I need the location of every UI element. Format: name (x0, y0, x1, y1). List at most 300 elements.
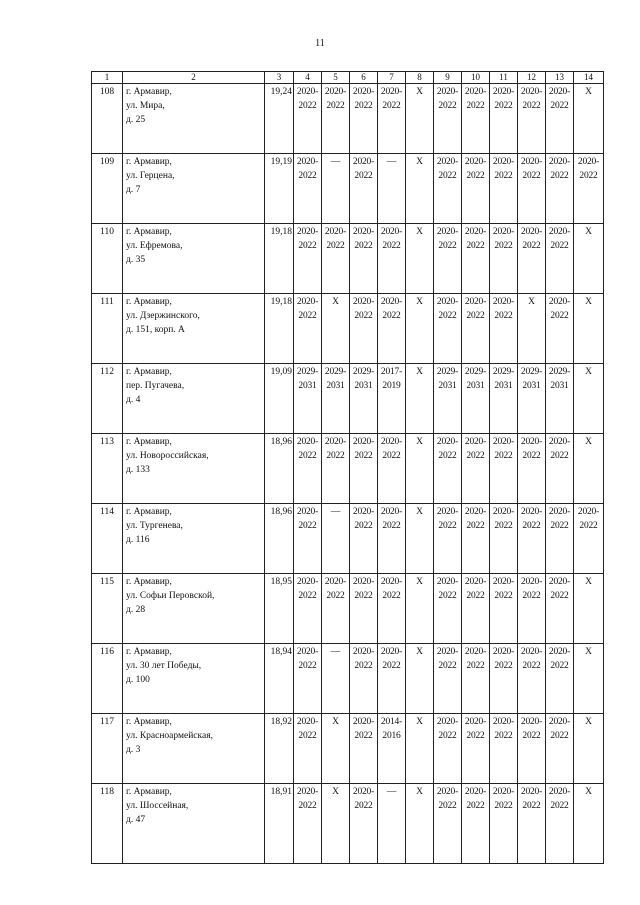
period-text: 2022 (579, 171, 598, 181)
period-cell (490, 154, 518, 224)
row-number: 115 (92, 574, 123, 644)
address-line: д. 100 (126, 675, 150, 685)
period-text: 2022 (298, 521, 317, 531)
period-text: 2020- (577, 507, 600, 517)
period-text: 2020- (492, 507, 515, 517)
period-cell (574, 434, 604, 504)
period-text: 2022 (550, 241, 569, 251)
period-text: 2020- (492, 647, 515, 657)
period-cell (546, 644, 574, 714)
period-cell (434, 644, 462, 714)
period-cell (294, 364, 322, 434)
period-cell (546, 434, 574, 504)
period-cell (574, 154, 604, 224)
period-cell (350, 714, 378, 784)
period-text: 2022 (579, 521, 598, 531)
period-text: 2022 (354, 801, 373, 811)
period-text: — (330, 647, 341, 657)
period-text: 2020- (296, 577, 319, 587)
period-text: 2022 (382, 101, 401, 111)
period-text: 2029- (296, 367, 319, 377)
period-cell (574, 504, 604, 574)
period-text: 2020- (380, 87, 403, 97)
period-text: 2020- (380, 437, 403, 447)
area-cell: 19,24 (265, 84, 294, 154)
period-text: 2019 (382, 381, 401, 391)
period-text: X (585, 717, 592, 727)
period-text: 2022 (354, 731, 373, 741)
period-cell (350, 224, 378, 294)
period-cell (574, 574, 604, 644)
period-text: 2020- (520, 787, 543, 797)
period-cell (462, 434, 490, 504)
address-line: г. Армавир, (126, 577, 172, 587)
address-line: д. 47 (126, 815, 146, 825)
period-text: X (416, 717, 423, 727)
period-text: X (585, 647, 592, 657)
period-text: 2020- (296, 227, 319, 237)
period-text: 2020- (464, 507, 487, 517)
address-line: д. 28 (126, 605, 146, 615)
address-line: ул. Красноармейская, (126, 731, 213, 741)
address-line: ул. Новороссийская, (126, 451, 209, 461)
period-cell (350, 644, 378, 714)
period-text: X (416, 87, 423, 97)
period-text: X (585, 787, 592, 797)
period-text: 2022 (550, 171, 569, 181)
period-cell (378, 784, 406, 864)
area-cell: 18,95 (265, 574, 294, 644)
period-text: 2020- (352, 577, 375, 587)
address-line: д. 35 (126, 255, 146, 265)
period-cell (546, 154, 574, 224)
period-text: 2020- (436, 717, 459, 727)
period-text: 2022 (438, 451, 457, 461)
period-text: 2020- (352, 227, 375, 237)
period-cell (546, 504, 574, 574)
period-cell (294, 154, 322, 224)
period-text: 2022 (466, 241, 485, 251)
period-text: 2020- (548, 437, 571, 447)
column-header: 5 (322, 72, 350, 84)
period-cell (490, 294, 518, 364)
period-text: 2020- (464, 647, 487, 657)
period-cell (378, 504, 406, 574)
period-text: 2020- (352, 647, 375, 657)
period-cell (462, 364, 490, 434)
period-cell (490, 224, 518, 294)
period-cell (546, 84, 574, 154)
address-line: г. Армавир, (126, 437, 172, 447)
period-text: 2022 (298, 731, 317, 741)
period-text: 2020- (492, 297, 515, 307)
period-cell (518, 84, 546, 154)
table-header-row (92, 72, 604, 84)
period-cell (350, 84, 378, 154)
period-text: 2022 (354, 591, 373, 601)
period-text: 2020- (492, 227, 515, 237)
address-line: ул. Дзержинского, (126, 311, 200, 321)
period-text: 2020- (380, 297, 403, 307)
period-text: 2020- (464, 787, 487, 797)
address-line: г. Армавир, (126, 87, 172, 97)
period-text: 2022 (438, 101, 457, 111)
period-text: X (416, 507, 423, 517)
period-text: — (386, 787, 397, 797)
period-text: 2029- (520, 367, 543, 377)
period-text: — (330, 507, 341, 517)
period-cell (434, 294, 462, 364)
period-text: 2022 (438, 661, 457, 671)
period-text: 2020- (520, 157, 543, 167)
period-cell (406, 154, 434, 224)
period-text: 2022 (382, 661, 401, 671)
period-cell (406, 224, 434, 294)
period-text: 2020- (464, 577, 487, 587)
row-number: 112 (92, 364, 123, 434)
address-cell (123, 574, 265, 644)
period-cell (322, 154, 350, 224)
address-cell (123, 224, 265, 294)
period-text: 2020- (520, 227, 543, 237)
period-cell (490, 574, 518, 644)
period-text: 2031 (438, 381, 457, 391)
column-header: 7 (378, 72, 406, 84)
address-cell (123, 644, 265, 714)
period-text: 2022 (522, 661, 541, 671)
period-cell (322, 294, 350, 364)
period-text: 2020- (296, 297, 319, 307)
period-text: 2020- (380, 647, 403, 657)
period-cell (490, 434, 518, 504)
period-text: 2022 (354, 521, 373, 531)
period-cell (434, 364, 462, 434)
period-cell (294, 224, 322, 294)
period-cell (350, 434, 378, 504)
period-text: 2022 (550, 661, 569, 671)
period-text: 2020- (324, 437, 347, 447)
period-text: 2022 (494, 521, 513, 531)
period-cell (462, 644, 490, 714)
address-line: г. Армавир, (126, 157, 172, 167)
period-text: 2020- (492, 787, 515, 797)
column-header: 1 (92, 72, 123, 84)
period-text: 2020- (492, 437, 515, 447)
period-text: 2020- (436, 647, 459, 657)
period-text: 2022 (298, 311, 317, 321)
period-cell (322, 84, 350, 154)
period-text: 2017- (380, 367, 403, 377)
period-text: 2020- (548, 717, 571, 727)
period-text: 2022 (522, 591, 541, 601)
period-cell (406, 504, 434, 574)
table-row (92, 784, 604, 864)
period-text: 2020- (352, 87, 375, 97)
row-number: 114 (92, 504, 123, 574)
period-text: 2031 (466, 381, 485, 391)
period-text: 2020- (577, 157, 600, 167)
period-text: 2022 (382, 591, 401, 601)
period-text: 2031 (522, 381, 541, 391)
period-text: 2020- (352, 507, 375, 517)
period-cell (378, 84, 406, 154)
row-number: 118 (92, 784, 123, 864)
period-text: 2020- (464, 227, 487, 237)
period-text: 2022 (550, 311, 569, 321)
period-cell (434, 434, 462, 504)
period-cell (518, 364, 546, 434)
column-header: 2 (123, 72, 265, 84)
period-cell (434, 504, 462, 574)
period-text: 2020- (520, 717, 543, 727)
period-cell (406, 294, 434, 364)
period-text: 2020- (520, 437, 543, 447)
period-text: 2020- (436, 157, 459, 167)
period-cell (462, 504, 490, 574)
period-text: 2022 (326, 101, 345, 111)
period-text: 2016 (382, 731, 401, 741)
period-text: 2022 (354, 661, 373, 671)
address-cell (123, 294, 265, 364)
period-text: 2031 (354, 381, 373, 391)
period-text: X (332, 787, 339, 797)
period-cell (574, 294, 604, 364)
address-cell (123, 364, 265, 434)
period-text: 2020- (520, 87, 543, 97)
period-cell (490, 504, 518, 574)
period-text: X (585, 297, 592, 307)
column-header: 10 (462, 72, 490, 84)
address-line: ул. 30 лет Победы, (126, 661, 202, 671)
table-row (92, 224, 604, 294)
period-text: X (416, 647, 423, 657)
period-text: 2022 (522, 241, 541, 251)
address-line: г. Армавир, (126, 507, 172, 517)
period-cell (490, 364, 518, 434)
period-text: 2022 (326, 241, 345, 251)
period-cell (350, 154, 378, 224)
period-text: 2022 (494, 171, 513, 181)
period-text: 2022 (522, 731, 541, 741)
period-cell (378, 154, 406, 224)
period-text: 2020- (380, 507, 403, 517)
period-cell (378, 644, 406, 714)
period-cell (462, 574, 490, 644)
period-text: 2020- (492, 717, 515, 727)
period-text: — (386, 157, 397, 167)
period-text: 2020- (464, 297, 487, 307)
period-cell (322, 714, 350, 784)
area-cell: 19,09 (265, 364, 294, 434)
period-text: 2020- (464, 87, 487, 97)
period-text: 2020- (492, 87, 515, 97)
period-text: 2020- (296, 157, 319, 167)
period-cell (378, 224, 406, 294)
period-text: 2022 (298, 451, 317, 461)
period-cell (490, 714, 518, 784)
period-text: 2022 (466, 451, 485, 461)
period-text: 2022 (466, 731, 485, 741)
period-text: 2020- (296, 437, 319, 447)
column-header: 14 (574, 72, 604, 84)
period-text: 2020- (492, 157, 515, 167)
address-line: д. 133 (126, 465, 150, 475)
address-cell (123, 504, 265, 574)
period-text: 2022 (550, 801, 569, 811)
address-cell (123, 784, 265, 864)
period-text: 2020- (296, 717, 319, 727)
period-text: 2022 (494, 591, 513, 601)
period-text: 2031 (494, 381, 513, 391)
period-cell (462, 784, 490, 864)
period-text: X (332, 717, 339, 727)
address-cell (123, 84, 265, 154)
period-text: 2020- (520, 647, 543, 657)
table-row (92, 364, 604, 434)
period-text: 2022 (550, 521, 569, 531)
period-text: X (416, 367, 423, 377)
period-text: 2022 (466, 171, 485, 181)
address-line: г. Армавир, (126, 717, 172, 727)
period-text: 2022 (466, 661, 485, 671)
period-text: 2022 (438, 241, 457, 251)
period-text: X (528, 297, 535, 307)
row-number: 110 (92, 224, 123, 294)
period-cell (378, 574, 406, 644)
period-cell (294, 84, 322, 154)
period-text: 2031 (326, 381, 345, 391)
period-text: 2022 (298, 591, 317, 601)
period-text: 2020- (520, 577, 543, 587)
address-line: д. 151, корп. А (126, 325, 185, 335)
period-cell (462, 224, 490, 294)
period-text: X (585, 227, 592, 237)
period-cell (462, 294, 490, 364)
page-number: 11 (315, 38, 325, 49)
period-text: 2031 (298, 381, 317, 391)
period-text: 2022 (354, 171, 373, 181)
period-cell (294, 434, 322, 504)
address-line: ул. Софьи Перовской, (126, 591, 215, 601)
column-header: 4 (294, 72, 322, 84)
period-cell (294, 644, 322, 714)
row-number: 109 (92, 154, 123, 224)
period-cell (322, 574, 350, 644)
period-text: X (416, 437, 423, 447)
period-cell (350, 784, 378, 864)
period-text: 2020- (324, 87, 347, 97)
period-text: 2020- (464, 717, 487, 727)
period-text: 2022 (466, 591, 485, 601)
period-text: X (416, 787, 423, 797)
period-text: 2020- (548, 157, 571, 167)
period-cell (294, 784, 322, 864)
period-cell (518, 644, 546, 714)
period-text: 2020- (436, 437, 459, 447)
row-number: 117 (92, 714, 123, 784)
period-text: 2029- (352, 367, 375, 377)
column-header: 6 (350, 72, 378, 84)
period-cell (490, 784, 518, 864)
period-text: 2020- (352, 157, 375, 167)
period-text: 2022 (354, 451, 373, 461)
period-text: 2022 (298, 101, 317, 111)
period-text: 2020- (548, 507, 571, 517)
area-cell: 18,94 (265, 644, 294, 714)
address-line: ул. Ефремова, (126, 241, 183, 251)
address-line: д. 116 (126, 535, 150, 545)
period-text: 2020- (520, 507, 543, 517)
period-text: 2020- (324, 577, 347, 587)
period-cell (378, 294, 406, 364)
period-text: X (332, 297, 339, 307)
period-cell (406, 574, 434, 644)
period-cell (294, 294, 322, 364)
period-text: 2029- (324, 367, 347, 377)
period-text: 2020- (436, 787, 459, 797)
row-number: 108 (92, 84, 123, 154)
period-cell (546, 714, 574, 784)
period-text: 2029- (464, 367, 487, 377)
period-text: 2020- (548, 787, 571, 797)
period-text: 2020- (296, 647, 319, 657)
period-text: 2020- (352, 717, 375, 727)
column-header: 3 (265, 72, 294, 84)
period-text: 2022 (438, 171, 457, 181)
period-text: X (416, 577, 423, 587)
period-text: 2022 (438, 521, 457, 531)
period-cell (406, 714, 434, 784)
table-row (92, 644, 604, 714)
period-text: 2022 (494, 101, 513, 111)
period-cell (406, 784, 434, 864)
period-cell (294, 714, 322, 784)
period-cell (434, 714, 462, 784)
row-number: 111 (92, 294, 123, 364)
period-text: 2020- (436, 297, 459, 307)
period-text: 2020- (380, 227, 403, 237)
period-cell (322, 644, 350, 714)
period-text: 2029- (492, 367, 515, 377)
period-cell (406, 364, 434, 434)
period-text: 2022 (354, 311, 373, 321)
period-text: 2022 (438, 591, 457, 601)
column-header: 12 (518, 72, 546, 84)
period-cell (462, 714, 490, 784)
period-text: 2022 (550, 731, 569, 741)
address-line: пер. Пугачева, (126, 381, 185, 391)
period-text: 2022 (438, 731, 457, 741)
period-cell (546, 364, 574, 434)
period-cell (518, 294, 546, 364)
period-cell (350, 294, 378, 364)
period-text: 2022 (382, 521, 401, 531)
period-cell (350, 574, 378, 644)
period-text: 2022 (382, 451, 401, 461)
period-text: 2020- (464, 157, 487, 167)
period-cell (546, 294, 574, 364)
period-cell (518, 224, 546, 294)
period-text: 2020- (548, 227, 571, 237)
area-cell: 19,19 (265, 154, 294, 224)
period-cell (518, 784, 546, 864)
column-header: 9 (434, 72, 462, 84)
period-cell (434, 224, 462, 294)
period-text: X (585, 577, 592, 587)
table-row (92, 154, 604, 224)
address-cell (123, 434, 265, 504)
table-row (92, 434, 604, 504)
